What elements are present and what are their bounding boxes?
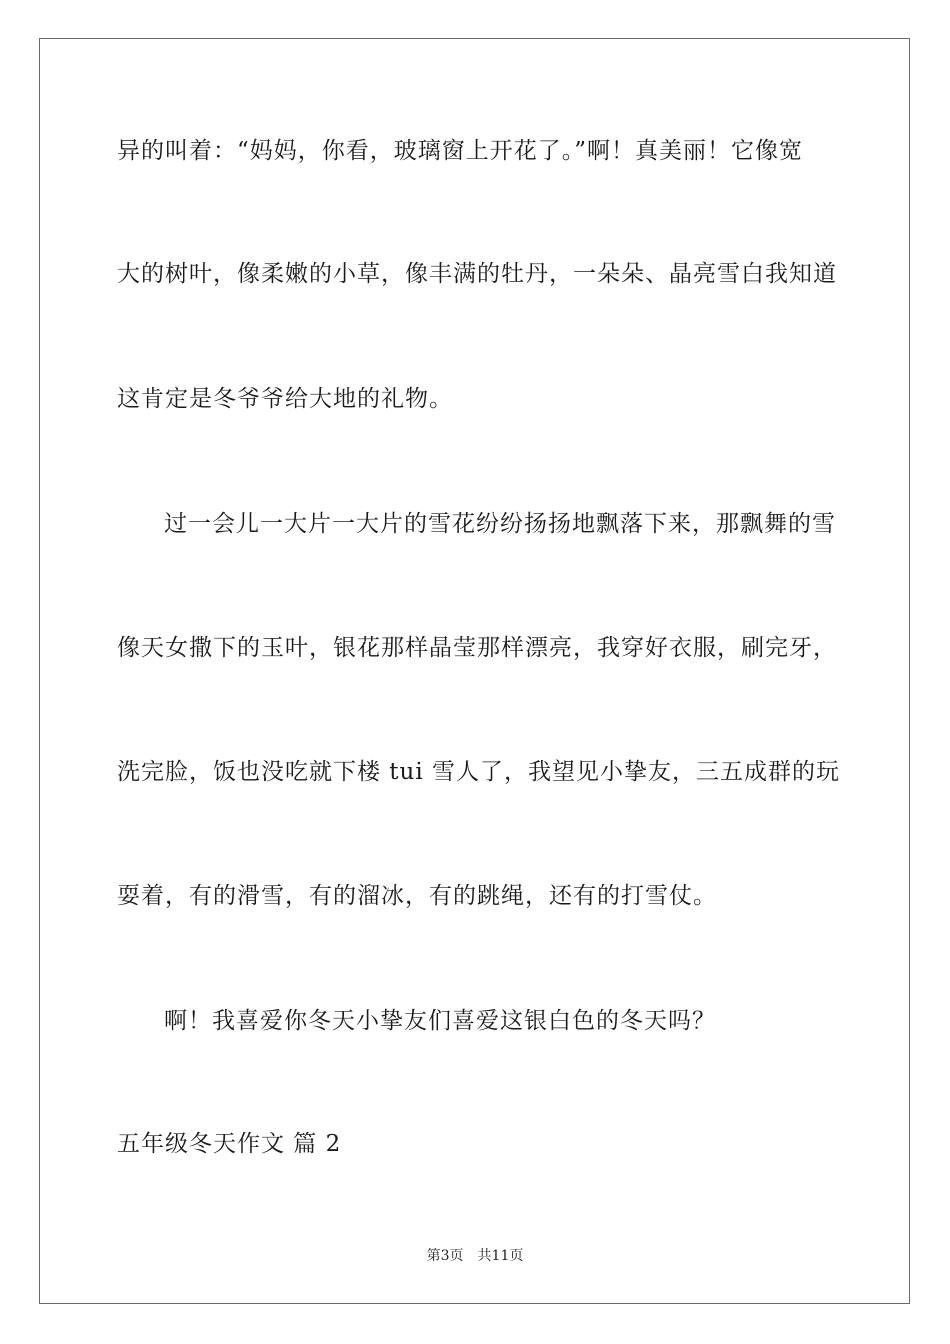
paragraph-line: 大的树叶，像柔嫩的小草，像丰满的牡丹，一朵朵、晶亮雪白我知道 bbox=[117, 261, 837, 287]
page-total: 共11页 bbox=[477, 1248, 524, 1264]
paragraph-line: 这肯定是冬爷爷给大地的礼物。 bbox=[117, 386, 453, 412]
paragraph-line: 异的叫着：“妈妈，你看，玻璃窗上开花了。”啊！真美丽！它像宽 bbox=[117, 138, 804, 164]
paragraph-line: 耍着，有的滑雪，有的溜冰，有的跳绳，还有的打雪仗。 bbox=[117, 883, 717, 909]
paragraph-line: 过一会儿一大片一大片的雪花纷纷扬扬地飘落下来，那飘舞的雪 bbox=[164, 511, 836, 537]
section-heading: 五年级冬天作文 篇 2 bbox=[117, 1131, 342, 1157]
paragraph-line: 洗完脸，饭也没吃就下楼 tui 雪人了，我望见小挚友，三五成群的玩 bbox=[117, 759, 841, 785]
page-number: 第3页 bbox=[426, 1248, 464, 1264]
page-footer bbox=[0, 1246, 950, 1266]
paragraph-line: 啊！我喜爱你冬天小挚友们喜爱这银白色的冬天吗？ bbox=[164, 1008, 716, 1034]
paragraph-line: 像天女撒下的玉叶，银花那样晶莹那样漂亮，我穿好衣服，刷完牙， bbox=[117, 635, 837, 661]
page-border bbox=[39, 38, 910, 1304]
